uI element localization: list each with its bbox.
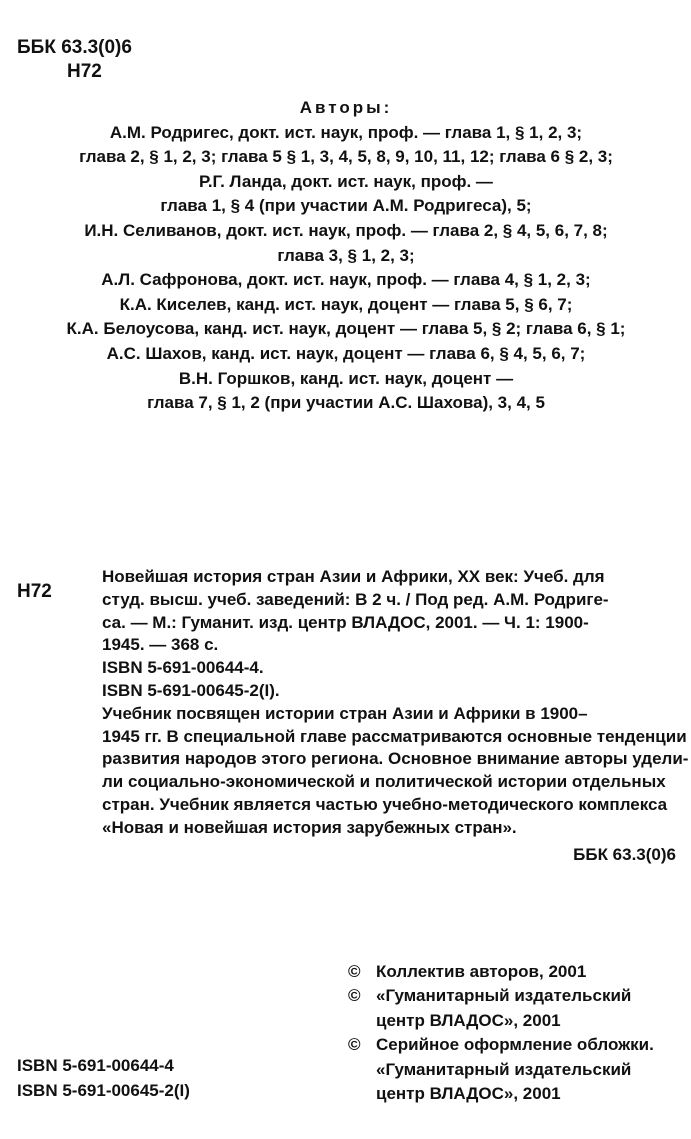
author-roles: , канд. ист. наук, доцент — глава 5, § 6, 7; (226, 294, 573, 314)
authors-heading: Авторы: (299, 98, 393, 117)
copyright-text: Коллектив авторов, 2001 (376, 962, 587, 981)
author-roles: , канд. ист. наук, доцент — (290, 368, 514, 388)
copyright-text: «Гуманитарный издательский (376, 1059, 632, 1079)
copyright-text: «Гуманитарный издательский (376, 986, 632, 1006)
author-roles: глава 7, § 1, 2 (при участии А.С. Шахова), 3, 4, 5 (147, 393, 545, 413)
author-name: А.С. Шахов (106, 343, 202, 363)
copyright-block (348, 960, 654, 1106)
author-name: К.А. Белоусова (66, 319, 195, 339)
copyright-text: центр ВЛАДОС», 2001 (376, 1010, 561, 1030)
author-roles: , докт. ист. наук, проф. — (281, 171, 493, 191)
copyright-icon: © (348, 986, 361, 1006)
copyright-text: центр ВЛАДОС», 2001 (376, 1084, 561, 1104)
catalog-line: 1945. — 368 с. (102, 635, 219, 655)
catalog-line: студ. высш. учеб. заведений: В 2 ч. / Под ред. А.М. Родриге- (102, 589, 609, 609)
author-line (20, 342, 672, 367)
copyright-item (348, 984, 654, 1033)
author-roles: , докт. ист. наук, проф. — глава 4, § 1, 2, 3; (237, 270, 591, 290)
author-line (20, 268, 672, 293)
author-roles: глава 2, § 1, 2, 3; глава 5 § 1, 3, 4, 5, 8, 9, 10, 11, 12; глава 6 § 2, 3; (79, 147, 613, 167)
author-roles: , докт. ист. наук, проф. — глава 1, § 1, 2, 3; (228, 122, 583, 142)
author-line (20, 145, 672, 170)
catalog-title-line (102, 566, 676, 589)
bbk-header (17, 36, 132, 84)
author-line (20, 194, 672, 219)
authors-block (20, 96, 672, 416)
copyright-item (348, 960, 654, 984)
author-line (20, 367, 672, 392)
annotation-line: «Новая и новейшая история зарубежных стран». (102, 817, 517, 837)
author-roles: , докт. ист. наук, проф. — глава 2, § 4, 5, 6, 7, 8; (216, 220, 608, 240)
bbk-label: ББК 63.3(0)6 (17, 37, 132, 58)
annotation-line: развития народов этого региона. Основное внимание авторы удели- (102, 749, 689, 769)
author-name: А.М. Родригес (109, 122, 229, 142)
catalog-isbn: ISBN 5-691-00645-2(I). (102, 680, 280, 700)
author-name: К.А. Киселев (119, 294, 227, 314)
catalog-author-mark: Н72 (17, 581, 52, 602)
copyright-icon: © (348, 962, 361, 981)
author-name: А.Л. Сафронова (101, 270, 238, 290)
author-name: В.Н. Горшков (178, 368, 291, 388)
author-line (20, 219, 672, 244)
annotation-line: Учебник посвящен истории стран Азии и Африки в 1900– (102, 703, 588, 723)
author-line (20, 293, 672, 318)
catalog-line: са. — М.: Гуманит. изд. центр ВЛАДОС, 2001. — Ч. 1: 1900- (102, 612, 589, 632)
author-name: Р.Г. Ланда (199, 171, 282, 191)
catalog-title-word: Новейшая (102, 567, 189, 586)
annotation (102, 703, 689, 840)
isbn-line: ISBN 5-691-00644-4 (17, 1056, 174, 1075)
annotation-line: 1945 гг. В специальной главе рассматриваются основные тенденции (102, 726, 687, 746)
author-line (20, 317, 672, 342)
author-mark: Н72 (67, 61, 102, 82)
author-line (20, 170, 672, 195)
isbn-line: ISBN 5-691-00645-2(I) (17, 1080, 190, 1100)
copyright-text: Серийное оформление обложки. (376, 1035, 654, 1055)
catalog-isbn: ISBN 5-691-00644-4. (102, 658, 264, 678)
author-roles: глава 1, § 4 (при участии А.М. Родригеса), 5; (160, 196, 532, 216)
copyright-item (348, 1033, 654, 1106)
author-roles: , канд. ист. наук, доцент — глава 5, § 2; глава 6, § 1; (194, 319, 626, 339)
isbn-block (17, 1054, 190, 1103)
author-roles: , канд. ист. наук, доцент — глава 6, § 4, 5, 6, 7; (201, 343, 586, 363)
author-line (20, 391, 672, 416)
annotation-line: ли социально-экономической и политической истории отдельных (102, 772, 666, 792)
catalog-title-rest: история стран Азии и Африки, XX век: Учеб. для (188, 567, 605, 586)
author-line (20, 244, 672, 269)
annotation-line: стран. Учебник является частью учебно-методического комплекса (102, 794, 668, 814)
catalog-bbk: ББК 63.3(0)6 (573, 844, 676, 864)
author-roles: глава 3, § 1, 2, 3; (277, 245, 415, 265)
author-name: И.Н. Селиванов (84, 220, 217, 240)
catalog-card (102, 566, 689, 866)
author-line (20, 121, 672, 146)
copyright-icon: © (348, 1035, 361, 1055)
